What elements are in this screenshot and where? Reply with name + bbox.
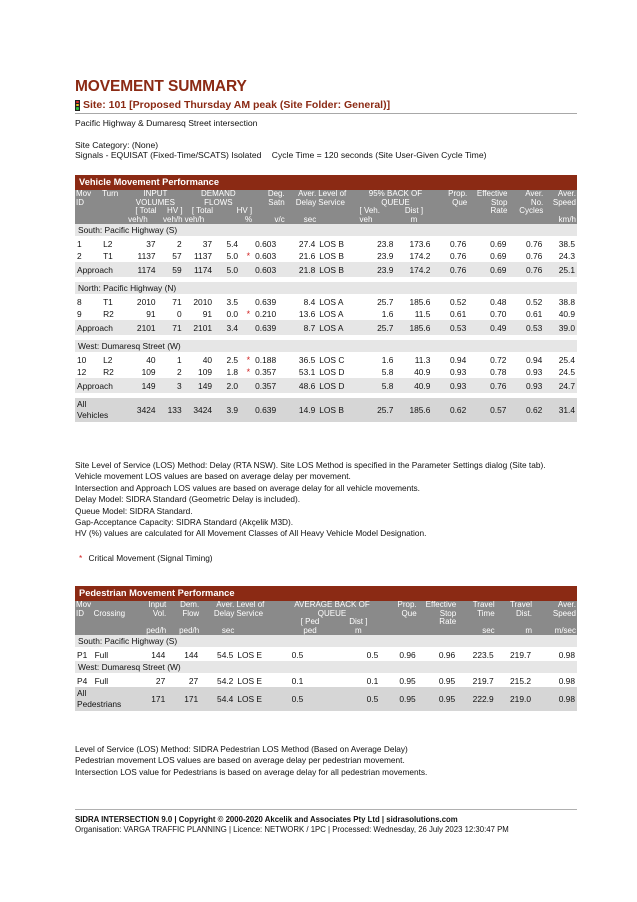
- approach-row: Approach 1174 59 1174 5.0 0.603 21.8 LOS B 23.9 174.2 0.76 0.69 0.76 25.1: [75, 262, 577, 277]
- table-row: P1 Full 144 144 54.5 LOS E 0.5 0.5 0.96 0.96 223.5 219.7 0.98: [75, 647, 577, 661]
- footer-organisation: Organisation: VARGA TRAFFIC PLANNING | Licence: NETWORK / 1PC | Processed: Wednesday, 26 July 2023 12:30:47 PM: [75, 825, 509, 834]
- site-label: Site: 101 [Proposed Thursday AM peak (Site Folder: General)]: [83, 99, 391, 111]
- ped-south-group: [75, 635, 577, 661]
- vehicle-performance-table: [75, 175, 577, 422]
- hdr-id: ID: [76, 197, 84, 207]
- site-category: Site Category: (None): [75, 140, 159, 150]
- pedestrian-notes: [75, 744, 427, 778]
- hdr-delay: Delay: [295, 197, 317, 207]
- note-line: HV (%) values are calculated for All Movement Classes of All Heavy Vehicle Model Designation.: [75, 528, 427, 539]
- table-row: 8 T1 2010 71 2010 3.5 0.639 8.4 LOS A 25.7 185.6 0.52 0.48 0.52 38.8: [75, 294, 577, 308]
- table-row: P4 Full 27 27 54.2 LOS E 0.1 0.1 0.95 0.95 219.7 215.2 0.98: [75, 673, 577, 687]
- hdr-mov: Mov: [76, 189, 92, 198]
- signals-type: Signals - EQUISAT (Fixed-Time/SCATS) Isolated: [75, 150, 262, 160]
- hdr-volumes: VOLUMES: [135, 197, 175, 207]
- note-line: Delay Model: SIDRA Standard (Geometric Delay is included).: [75, 494, 301, 505]
- approach-label: South: Pacific Highway (S): [75, 224, 577, 236]
- approach-row: Approach 149 3 149 2.0 0.357 48.6 LOS D 5.8 40.9 0.93 0.76 0.93 24.7: [75, 378, 577, 393]
- hdr-queue: QUEUE: [381, 197, 410, 207]
- hdr-total-b: [ Total: [191, 206, 214, 215]
- hdr-turn: Turn: [102, 189, 119, 198]
- north-approach-group: [75, 277, 577, 335]
- hdr-cycles: Cycles: [519, 206, 544, 215]
- hdr-back: 95% BACK OF: [368, 189, 423, 198]
- hdr-hv-a: HV ]: [167, 206, 183, 215]
- pedestrian-table-title: Pedestrian Movement Performance: [75, 586, 577, 601]
- note-line: Pedestrian movement LOS values are based on average delay per pedestrian movement.: [75, 755, 405, 766]
- west-approach-group: [75, 335, 577, 422]
- table-row: 9 R2 91 0 91 0.0 * 0.210 13.6 LOS A 1.6 11.5 0.61 0.70 0.61 40.9: [77, 309, 575, 319]
- south-approach-group: [75, 224, 577, 277]
- note-line: Queue Model: SIDRA Standard.: [75, 505, 193, 516]
- hdr-veh: [ Veh.: [359, 206, 380, 215]
- unit-sec: sec: [303, 214, 317, 224]
- unit-veh-h-c: veh/h: [184, 214, 205, 224]
- critical-star-icon: *: [79, 553, 83, 563]
- table-row: 12 R2 109 2 109 1.8 * 0.357 53.1 LOS D 5.8 40.9 0.93 0.78 0.93 24.5: [77, 367, 575, 377]
- unit-veh-h-b: veh/h: [163, 214, 183, 224]
- hdr-input: INPUT: [143, 189, 168, 198]
- critical-marker: *: [246, 367, 251, 377]
- critical-marker: *: [246, 355, 251, 365]
- approach-label: West: Dumaresq Street (W): [75, 340, 577, 352]
- hdr-deg: Deg.: [267, 189, 285, 198]
- hdr-service: Service: [318, 197, 345, 207]
- hdr-que: Que: [452, 197, 468, 207]
- footer-copyright: SIDRA INTERSECTION 9.0 | Copyright © 2000-2020 Akcelik and Associates Pty Ltd | sidrasolutions.com: [75, 815, 458, 824]
- unit-m: m: [410, 214, 418, 224]
- unit-veh: veh: [359, 214, 373, 224]
- hdr-dist: Dist ]: [404, 206, 424, 215]
- page-title: MOVEMENT SUMMARY: [75, 78, 247, 95]
- note-line: Vehicle movement LOS values are based on average delay per movement.: [75, 471, 351, 482]
- intersection-name: Pacific Highway & Dumaresq Street intersection: [75, 118, 258, 128]
- critical-legend: [75, 553, 213, 563]
- note-line: Intersection LOS value for Pedestrians is based on average delay for all pedestrian movements.: [75, 766, 428, 777]
- ped-west-group: [75, 661, 577, 711]
- pedestrian-table-header: Mov Input Dem. Aver. Level of AVERAGE BACK OF Prop. Effective Travel Travel Aver. ID Crossing Vol. Flow Delay Service QUEUE Que Stop Time Dist. Speed [ Ped Dist ] Rate ped/h ped/h sec ped m sec m m/sec: [76, 600, 576, 635]
- site-heading: [75, 99, 577, 114]
- critical-marker: *: [246, 251, 251, 261]
- critical-marker: *: [246, 309, 251, 319]
- vehicle-table-title: Vehicle Movement Performance: [75, 175, 577, 190]
- hdr-aver: Aver.: [298, 189, 317, 198]
- hdr-speed: Speed: [552, 197, 576, 207]
- hdr-level-of: Level of: [318, 189, 347, 198]
- note-line: Intersection and Approach LOS values are based on average delay for all vehicle movements.: [75, 482, 420, 493]
- approach-label: South: Pacific Highway (S): [75, 635, 577, 647]
- pedestrian-performance-table: [75, 586, 577, 711]
- vehicle-notes: [75, 460, 546, 540]
- unit-pct: %: [245, 214, 253, 224]
- hdr-no: No.: [530, 197, 544, 207]
- hdr-stop: Stop: [490, 197, 508, 207]
- page-footer: [75, 809, 577, 835]
- signals-info: [75, 150, 486, 160]
- table-row: 1 L2 37 2 37 5.4 0.603 27.4 LOS B 23.8 173.6 0.76 0.69 0.76 38.5: [75, 236, 577, 250]
- total-row: All Pedestrians 171 171 54.4 LOS E 0.5 0.5 0.95 0.95 222.9 219.0 0.98: [77, 688, 575, 709]
- total-row: All Vehicles 3424 133 3424 3.9 0.639 14.9 LOS B 25.7 185.6 0.62 0.57 0.62 31.4: [77, 399, 575, 420]
- legend-text: Critical Movement (Signal Timing): [88, 553, 213, 563]
- note-line: Site Level of Service (LOS) Method: Delay (RTA NSW). Site LOS Method is specified in the Parameter Settings dialog (Site tab).: [75, 460, 546, 470]
- approach-row: Approach 2101 71 2101 3.4 0.639 8.7 LOS A 25.7 185.6 0.53 0.49 0.53 39.0: [75, 320, 577, 335]
- hdr-demand: DEMAND: [201, 189, 236, 198]
- vehicle-table-header: [75, 190, 577, 224]
- hdr-rate: Rate: [490, 206, 508, 215]
- unit-kmh: km/h: [558, 214, 576, 224]
- hdr-hv-b: HV ]: [236, 206, 253, 215]
- note-line: Gap-Acceptance Capacity: SIDRA Standard (Akçelik M3D).: [75, 517, 294, 528]
- hdr-flows: FLOWS: [204, 197, 233, 207]
- hdr-total-a: [ Total: [135, 206, 157, 215]
- hdr-prop: Prop.: [448, 189, 468, 198]
- table-row: 10 L2 40 1 40 2.5 * 0.188 36.5 LOS C 1.6 11.3 0.94 0.72 0.94 25.4: [75, 352, 577, 366]
- unit-veh-h-a: veh/h: [128, 214, 148, 224]
- hdr-aver-speed: Aver.: [557, 189, 576, 198]
- note-line: Level of Service (LOS) Method: SIDRA Pedestrian LOS Method (Based on Average Delay): [75, 744, 408, 754]
- traffic-signal-icon: [75, 100, 80, 111]
- hdr-satn: Satn: [268, 197, 285, 207]
- unit-vc: v/c: [274, 214, 285, 224]
- approach-label: West: Dumaresq Street (W): [75, 661, 577, 673]
- hdr-effective: Effective: [476, 189, 508, 198]
- cycle-time: Cycle Time = 120 seconds (Site User-Given Cycle Time): [271, 150, 487, 160]
- hdr-aver-no: Aver.: [525, 189, 544, 198]
- approach-label: North: Pacific Highway (N): [75, 282, 577, 294]
- table-row: 2 T1 1137 57 1137 5.0 * 0.603 21.6 LOS B 23.9 174.2 0.76 0.69 0.76 24.3: [77, 251, 575, 261]
